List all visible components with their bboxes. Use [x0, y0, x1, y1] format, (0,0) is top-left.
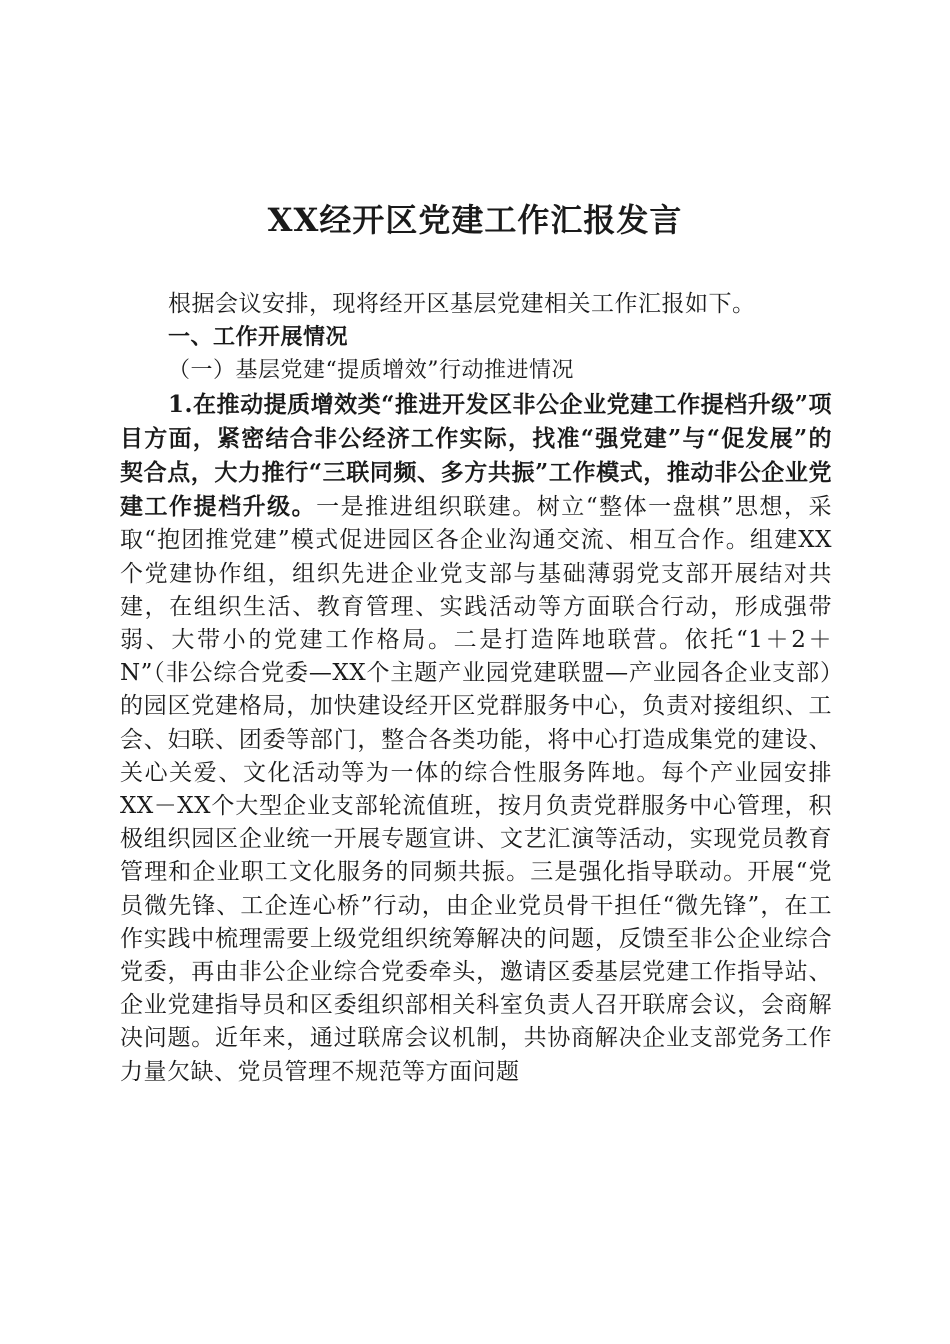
item-paragraph [120, 388, 832, 1089]
subsection-heading: （一）基层党建“提质增效”行动推进情况 [168, 358, 574, 384]
document-body [120, 288, 832, 1089]
item-body-text: 一是推进组织联建。树立“整体一盘棋”思想，采取“抱团推党建”模式促进园区各企业沟通交流、相互合作。组建XX个党建协作组，组织先进企业党支部与基础薄弱党支部开展结对共建，在组织生活、教育管理、实践活动等方面联合行动，形成强带弱、大带小的党建工作格局。二是打造阵地联营。依托“1＋2＋N”（非公综合党委—XX个主题产业园党建联盟—产业园各企业支部）的园区党建格局，加快建设经开区党群服务中心，负责对接组织、工会、妇联、团委等部门，整合各类功能，将中心打造成集党的建设、关心关爱、文化活动等为一体的综合性服务阵地。每个产业园安排XX－XX个大型企业支部轮流值班，按月负责党群服务中心管理，积极组织园区企业统一开展专题宣讲、文艺汇演等活动，实现党员教育管理和企业职工文化服务的同频共振。三是强化指导联动。开展“党员微先锋、工企连心桥”行动，由企业党员骨干担任“微先锋”，在工作实践中梳理需要上级党组织统筹解决的问题，反馈至非公企业综合党委，再由非公企业综合党委牵头，邀请区委基层党建工作指导站、企业党建指导员和区委组织部相关科室负责人召开联席会议，会商解决问题。近年来，通过联席会议机制，共协商解决企业支部党务工作力量欠缺、党员管理不规范等方面问题 [120, 494, 832, 1085]
item-bold-lead: 1.在推动提质增效类“推进开发区非公企业党建工作提档升级”项目方面，紧密结合非公经济工作实际，找准“强党建”与“促发展”的契合点，大力推行“三联同频、多方共振”工作模式，推动非公企业党建工作提档升级。 [120, 390, 832, 521]
section-heading: 一、工作开展情况 [168, 325, 349, 351]
document-title: XX经开区党建工作汇报发言 [267, 201, 683, 239]
intro-paragraph: 根据会议安排，现将经开区基层党建相关工作汇报如下。 [168, 291, 756, 317]
